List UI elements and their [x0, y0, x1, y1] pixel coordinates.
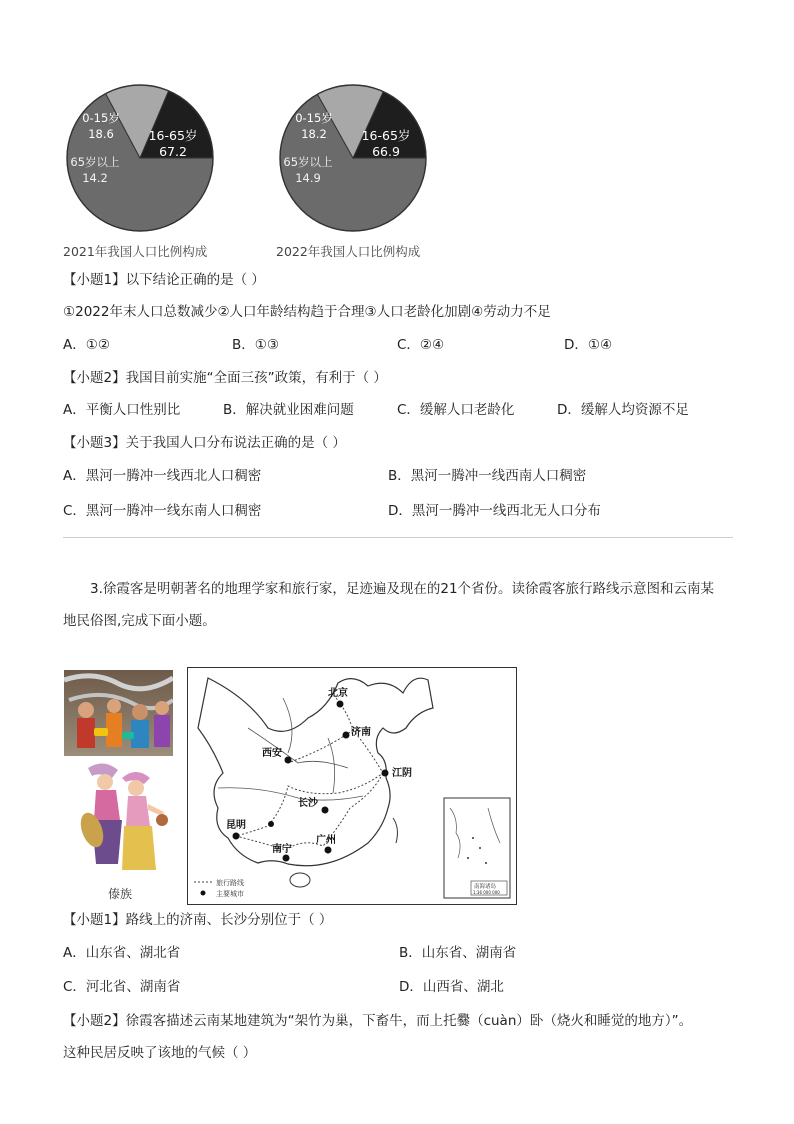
chart-caption-2021: 2021年我国人口比例构成 — [63, 244, 208, 259]
city-guangzhou: 广州 — [316, 835, 336, 846]
dai-dancers-illustration — [78, 760, 168, 882]
q3-option-a[interactable]: A．黑河一腾冲一线西北人口稠密 — [63, 468, 262, 484]
city-jinan: 济南 — [351, 727, 371, 738]
section-divider — [63, 537, 733, 538]
s3q1-option-a[interactable]: A．山东省、湖北省 — [63, 945, 181, 961]
section3-intro-line2: 地民俗图,完成下面小题。 — [63, 613, 216, 629]
q2-option-c[interactable]: C．缓解人口老龄化 — [397, 402, 515, 418]
legend-route: 旅行路线 — [216, 879, 244, 887]
q2-option-b[interactable]: B．解决就业困难问题 — [223, 402, 354, 418]
q3-option-d[interactable]: D．黑河一腾冲一线西北无人口分布 — [388, 503, 601, 519]
xu-xiake-route-map — [187, 667, 517, 905]
pie-chart-2021 — [55, 78, 230, 238]
s3q2-stem-line2: 这种民居反映了该地的气候（ ） — [63, 1045, 257, 1061]
chart-caption-2022: 2022年我国人口比例构成 — [276, 244, 421, 259]
s3q2-stem-line1: 【小题2】徐霞客描述云南某地建筑为“架竹为巢，下畜牛，而上托爨（cuàn）卧（烧火和睡觉的地方）”。 — [63, 1013, 693, 1029]
q1-statements: ①2022年末人口总数减少②人口年龄结构趋于合理③人口老龄化加剧④劳动力不足 — [63, 304, 551, 320]
q2-option-d[interactable]: D．缓解人均资源不足 — [557, 402, 689, 418]
s3q1-option-b[interactable]: B．山东省、湖南省 — [399, 945, 517, 961]
section3-intro-line1: 3.徐霞客是明朝著名的地理学家和旅行家，足迹遍及现在的21个省份。读徐霞客旅行路线示意图和云南某 — [90, 581, 715, 597]
pie-slice-value: 67.2 — [159, 144, 187, 159]
q3-option-c[interactable]: C．黑河一腾冲一线东南人口稠密 — [63, 503, 262, 519]
inset-scale: 1:36 000 000 — [473, 890, 500, 895]
city-jiangyin: 江阴 — [392, 768, 412, 779]
pie-slice-label: 16-65岁 — [361, 128, 411, 143]
city-nanning: 南宁 — [272, 844, 292, 855]
city-beijing: 北京 — [328, 688, 348, 699]
water-festival-photo — [64, 670, 173, 756]
inset-label: 南海诸岛 — [474, 884, 497, 890]
s3q1-stem: 【小题1】路线上的济南、长沙分别位于（ ） — [63, 912, 333, 928]
city-kunming: 昆明 — [226, 820, 246, 831]
q1-stem: 【小题1】以下结论正确的是（ ） — [63, 272, 265, 288]
city-xian: 西安 — [262, 748, 282, 759]
pie-slice-value: 14.9 — [295, 171, 321, 185]
q1-option-d[interactable]: D．①④ — [564, 337, 613, 353]
city-changsha: 长沙 — [298, 798, 318, 809]
pie-slice-value: 66.9 — [372, 144, 400, 159]
pie-slice-value: 18.6 — [88, 127, 114, 141]
q1-option-b[interactable]: B．①③ — [232, 337, 279, 353]
s3q1-option-c[interactable]: C．河北省、湖南省 — [63, 979, 181, 995]
photo-caption: 傣族 — [108, 887, 133, 901]
pie-chart-2022 — [268, 78, 443, 238]
pie-slice-value: 18.2 — [301, 127, 327, 141]
s3q1-option-d[interactable]: D．山西省、湖北 — [399, 979, 504, 995]
pie-slice-label: 65岁以上 — [70, 155, 120, 169]
legend-city: 主要城市 — [216, 890, 244, 898]
pie-slice-label: 65岁以上 — [283, 155, 333, 169]
q2-stem: 【小题2】我国目前实施“全面三孩”政策，有利于（ ） — [63, 370, 387, 386]
pie-slice-label: 16-65岁 — [148, 128, 198, 143]
q1-option-c[interactable]: C．②④ — [397, 337, 445, 353]
q1-option-a[interactable]: A．①② — [63, 337, 110, 353]
pie-slice-label: 0-15岁 — [82, 111, 120, 125]
q2-option-a[interactable]: A．平衡人口性别比 — [63, 402, 181, 418]
q3-stem: 【小题3】关于我国人口分布说法正确的是（ ） — [63, 435, 346, 451]
pie-slice-label: 0-15岁 — [295, 111, 333, 125]
q3-option-b[interactable]: B．黑河一腾冲一线西南人口稠密 — [388, 468, 587, 484]
pie-slice-value: 14.2 — [82, 171, 108, 185]
